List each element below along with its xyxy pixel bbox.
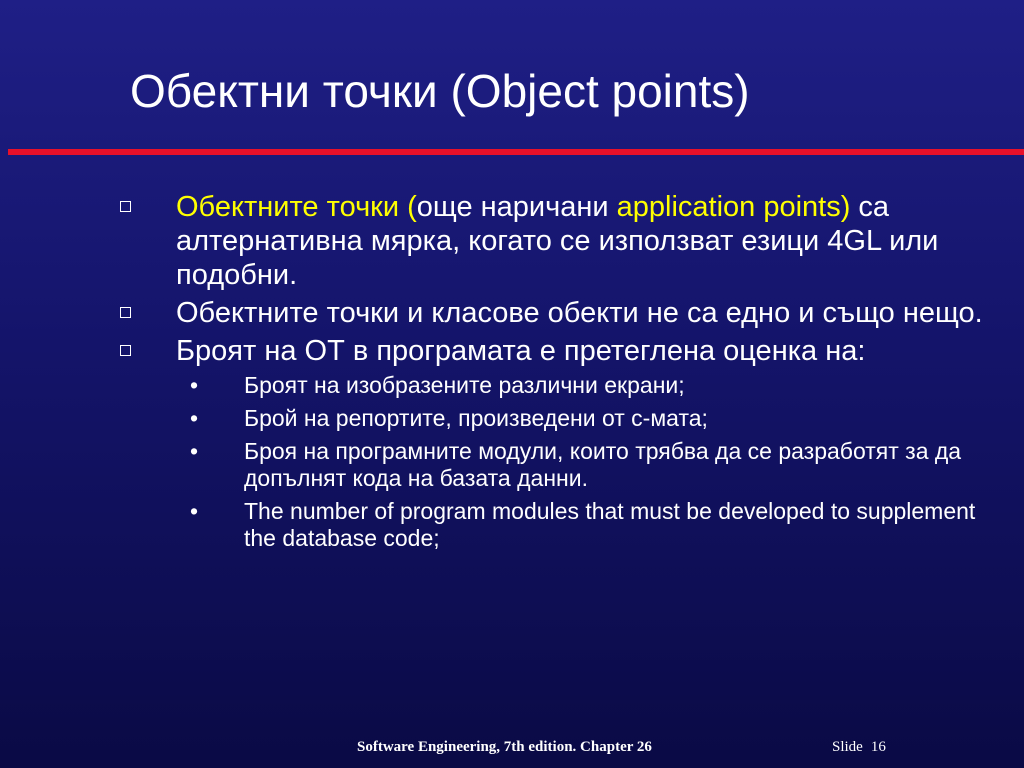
highlight-text: Обектните точки ( bbox=[176, 191, 417, 223]
sub-bullet-item bbox=[190, 438, 988, 492]
bullet-item bbox=[118, 334, 988, 368]
slide-label: Slide bbox=[832, 739, 863, 755]
sub-bullet-item bbox=[190, 405, 988, 432]
dot-bullet-icon: • bbox=[190, 438, 199, 464]
sub-bullet-item bbox=[190, 372, 988, 399]
slide-number: 16 bbox=[870, 739, 886, 755]
slide-title: Обектни точки (Object points) bbox=[130, 65, 750, 117]
bullet-text: Обектните точки и класове обекти не са едно и също нещо. bbox=[176, 297, 983, 329]
sub-bullet-text: Брой на репортите, произведени от с-мата; bbox=[244, 405, 708, 431]
sub-bullet-list bbox=[118, 372, 988, 552]
bullet-text-part: още наричани bbox=[416, 191, 617, 223]
bullet-text bbox=[176, 190, 988, 292]
dot-bullet-icon: • bbox=[190, 498, 199, 524]
dot-bullet-icon: • bbox=[190, 372, 199, 398]
sub-bullet-text: Броят на изобразените различни екрани; bbox=[244, 372, 685, 398]
footer-book-title: Software Engineering, 7th edition. Chapter 26 bbox=[357, 739, 652, 755]
bullet-text-part: са алтернативна мярка, когато се използват езици 4GL или подобни. bbox=[176, 191, 939, 291]
square-bullet-icon bbox=[118, 190, 176, 224]
bullet-item bbox=[118, 296, 988, 330]
square-bullet-icon bbox=[118, 296, 176, 330]
sub-bullet-item bbox=[190, 498, 988, 552]
dot-bullet-icon: • bbox=[190, 405, 199, 431]
highlight-text: application points) bbox=[616, 191, 851, 223]
bullet-item bbox=[118, 190, 988, 292]
sub-bullet-text: Броя на програмните модули, които трябва да се разработят за да допълнят кода на базата данни. bbox=[244, 438, 962, 491]
bullet-text: Броят на ОТ в програмата е претеглена оценка на: bbox=[176, 335, 866, 367]
slide-content bbox=[118, 190, 988, 558]
sub-bullet-text: The number of program modules that must be developed to supplement the database code; bbox=[244, 498, 976, 551]
square-bullet-icon bbox=[118, 334, 176, 368]
footer-slide-number bbox=[832, 739, 886, 756]
title-divider bbox=[8, 149, 1024, 155]
